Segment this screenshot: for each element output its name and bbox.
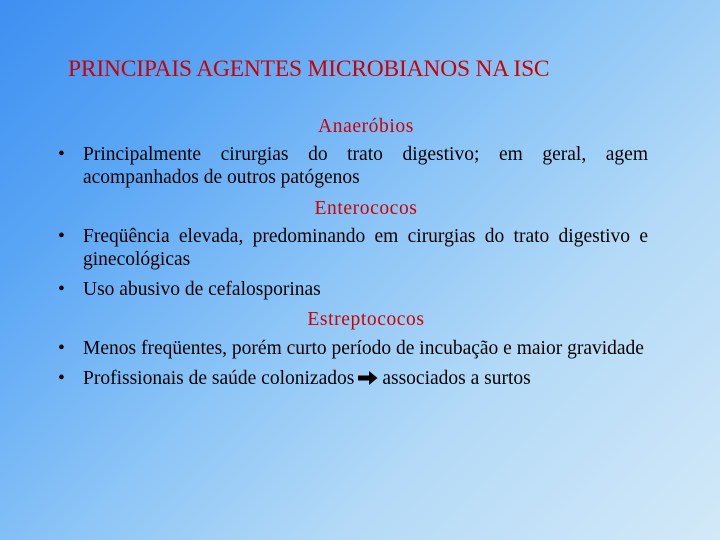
section-heading-estreptococos: Estreptococos <box>307 309 425 331</box>
slide-content <box>56 112 648 400</box>
list-item <box>56 278 648 301</box>
bullet: • <box>58 144 65 166</box>
slide-title: PRINCIPAIS AGENTES MICROBIANOS NA ISC <box>68 56 550 82</box>
section-heading-enterococos: Enterococos <box>314 197 418 219</box>
bullet: • <box>58 225 65 247</box>
list-item-text: Menos freqüentes, porém curto período de incubação e maior gravidade <box>83 337 644 359</box>
list-item-text: Uso abusivo de cefalosporinas <box>83 279 321 301</box>
list-item-text: Profissionais de saúde colonizados <box>83 367 355 389</box>
list-item-text: associados a surtos <box>382 367 531 389</box>
list-item-text: Principalmente cirurgias do trato digestivo; em geral, agem acompanhados de outros patógenos <box>83 144 648 189</box>
section-heading-anaerobios: Anaeróbios <box>318 116 414 137</box>
list-item <box>56 337 648 360</box>
bullet: • <box>58 337 65 359</box>
list-item <box>56 143 648 189</box>
bullet: • <box>58 367 65 389</box>
right-arrow-icon <box>357 369 379 393</box>
list-item-text: Freqüência elevada, predominando em cirurgias do trato digestivo e ginecológicas <box>83 225 648 271</box>
bullet: • <box>58 279 65 301</box>
list-item <box>56 367 648 393</box>
list-item <box>56 225 648 271</box>
